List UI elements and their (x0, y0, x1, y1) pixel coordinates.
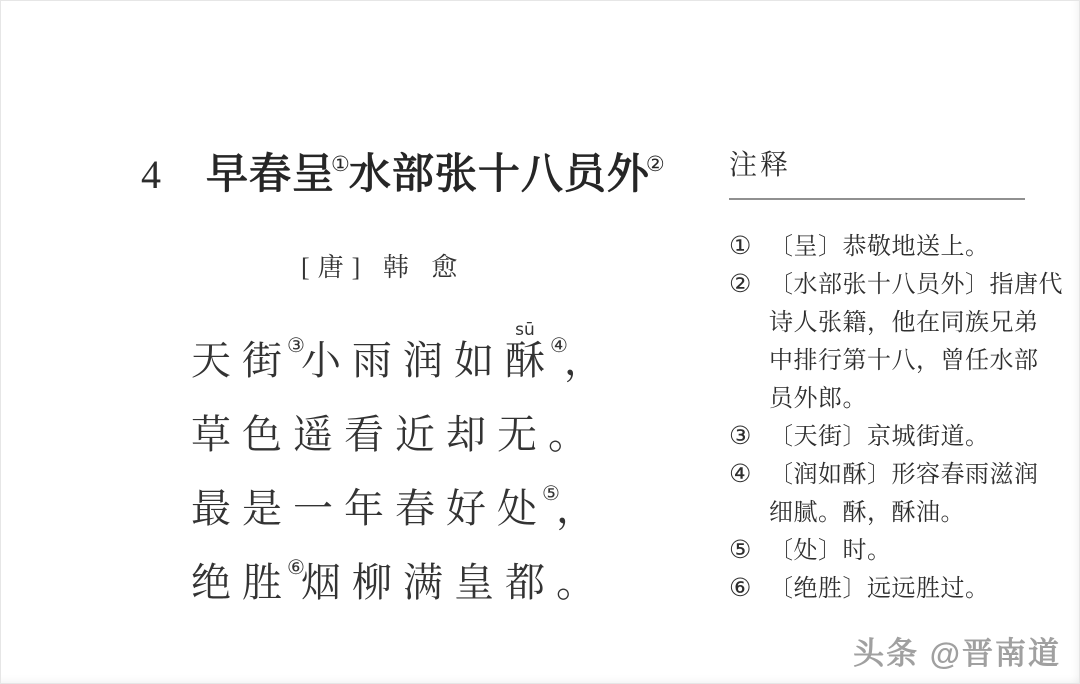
poem-character: 一 (293, 486, 333, 531)
note-ref-superscript: ④ (549, 335, 568, 357)
note-text (769, 228, 1079, 266)
poem-character: 润 (402, 338, 443, 383)
header-rule (729, 198, 1025, 200)
note-item (729, 228, 1079, 266)
poem-character: 绝 (191, 560, 231, 605)
poem-line (191, 472, 681, 546)
poem-character: 色 (242, 412, 282, 457)
note-text (769, 570, 1079, 608)
poem-character: 却 (446, 412, 486, 457)
poem-author: [唐] 韩 愈 (301, 253, 466, 282)
poem-character: 满 (402, 560, 443, 605)
note-number: ② (729, 271, 752, 298)
poem-character: 柳 (351, 560, 392, 605)
note-item (729, 266, 1079, 418)
annotations-column (729, 143, 1079, 608)
poem-column (141, 141, 681, 620)
title-segment: 水部张十八员外 (348, 152, 650, 198)
poem-character: 好 (446, 486, 486, 531)
poem-character: 处 (497, 486, 537, 531)
poem-punctuation: 。 (548, 412, 588, 457)
title-row (141, 141, 681, 201)
note-number: ⑤ (729, 537, 752, 564)
poem-punctuation: ， (563, 338, 604, 383)
note-ref-superscript: ⑥ (287, 557, 305, 579)
poem-character: 近 (395, 412, 435, 457)
poem-character: 雨 (351, 338, 392, 383)
note-text (769, 418, 1079, 456)
poem-character: 年 (344, 486, 384, 531)
poem-title (206, 141, 664, 201)
note-text (769, 266, 1079, 418)
pinyin-annotation: sū (515, 320, 535, 340)
note-line: 〔处〕时。 (769, 538, 892, 564)
poem-character: 烟 (300, 560, 341, 605)
poem-punctuation: 。 (555, 560, 596, 605)
note-item (729, 456, 1079, 532)
note-number: ① (729, 233, 752, 260)
note-item (729, 570, 1079, 608)
note-number: ④ (729, 461, 752, 488)
poem-character: 如 (453, 338, 494, 383)
poem-line (191, 320, 681, 398)
note-text (769, 532, 1079, 570)
poem-character: 最 (191, 486, 231, 531)
note-line: 〔天街〕京城街道。 (769, 424, 990, 450)
title-segment: 早春呈 (206, 152, 336, 198)
poem-character: 胜 (242, 560, 282, 605)
note-line: 〔绝胜〕远远胜过。 (769, 576, 990, 602)
poem-character: 皇 (453, 560, 494, 605)
note-item (729, 418, 1079, 456)
note-line: 诗人张籍，他在同族兄弟 (769, 310, 1039, 336)
note-text (769, 456, 1079, 532)
note-ref-superscript: ① (331, 152, 351, 176)
poem-character: 酥 sū (504, 320, 545, 383)
poem-body (191, 320, 681, 620)
annotations-list (729, 228, 1079, 608)
poem-character: 都 (504, 560, 545, 605)
note-number: ⑥ (729, 575, 752, 602)
note-line: 〔水部张十八员外〕指唐代 (769, 272, 1063, 298)
poem-character: 小 (300, 338, 341, 383)
note-line: 细腻。酥，酥油。 (769, 500, 965, 526)
note-line: 员外郎。 (769, 386, 867, 412)
poem-character: 草 (191, 412, 231, 457)
poem-character: 遥 (293, 412, 333, 457)
poem-character: 天 (191, 338, 231, 383)
lesson-number: 4 (141, 152, 161, 197)
note-item (729, 532, 1079, 570)
poem-character: 无 (497, 412, 537, 457)
poem-character: 是 (242, 486, 282, 531)
watermark: 头条 @晋南道 (853, 636, 1061, 671)
note-ref-superscript: ③ (287, 335, 305, 357)
poem-character: 街 (242, 338, 282, 383)
poem-punctuation: ， (555, 486, 596, 531)
poem-line (191, 398, 681, 472)
poem-character: 春 (395, 486, 435, 531)
note-line: 中排行第十八，曾任水部 (769, 348, 1039, 374)
note-number: ③ (729, 423, 752, 450)
note-line: 〔润如酥〕形容春雨滋润 (769, 462, 1039, 488)
poem-line (191, 546, 681, 620)
poem-character: 看 (344, 412, 384, 457)
note-line: 〔呈〕恭敬地送上。 (769, 234, 990, 260)
annotations-header: 注释 (729, 150, 792, 181)
note-ref-superscript: ⑤ (542, 483, 560, 505)
note-ref-superscript: ② (645, 152, 666, 176)
